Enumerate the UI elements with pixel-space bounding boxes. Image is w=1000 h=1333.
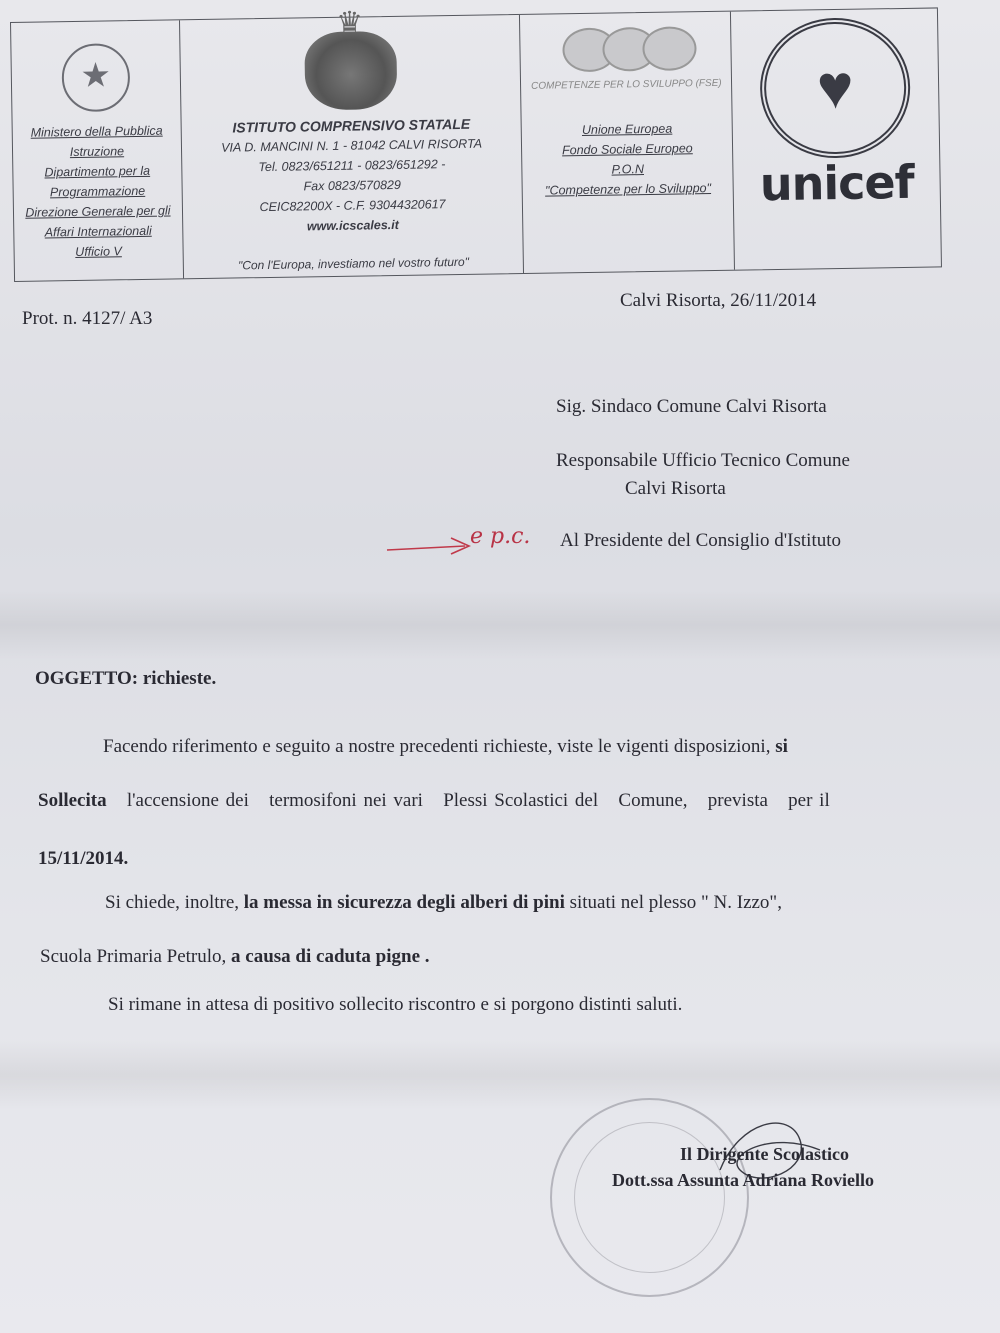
body-paragraph-1 — [38, 790, 830, 812]
ministry-line: Direzione Generale per gli — [25, 203, 171, 220]
body-date: 15/11/2014. — [38, 848, 129, 869]
pon-logo-text: COMPETENZE PER LO SVILUPPO (FSE) — [531, 77, 722, 92]
school-fax: Fax 0823/570829 — [303, 177, 401, 194]
school-motto: "Con l'Europa, investiamo nel vostro futuro" — [237, 254, 470, 273]
paper-fold — [0, 1040, 1000, 1110]
body-paragraph-2 — [105, 892, 782, 914]
paper-fold — [0, 590, 1000, 660]
body-text: situati nel plesso " N. Izzo", — [569, 892, 782, 913]
body-paragraph-3: Si rimane in attesa di positivo sollecito riscontro e si porgono distinti saluti. — [108, 994, 683, 1015]
subject-line — [35, 668, 216, 690]
ministry-line: Programmazione — [49, 183, 146, 200]
protocol-number: Prot. n. 4127/ A3 — [22, 308, 153, 329]
unicef-emblem-icon — [759, 17, 911, 159]
body-text-bold: si — [775, 736, 788, 757]
recipient-technical-office-city: Calvi Risorta — [625, 478, 726, 499]
school-address: VIA D. MANCINI N. 1 - 81042 CALVI RISORTA — [221, 136, 483, 155]
school-name: ISTITUTO COMPRENSIVO STATALE — [232, 115, 471, 136]
letterhead — [10, 7, 942, 282]
eu-line: Unione Europea — [581, 121, 673, 138]
body-text: Facendo riferimento e seguito a nostre precedenti richieste, viste le vigenti disposizioni, — [103, 736, 771, 757]
subject-label: OGGETTO: — [35, 668, 139, 689]
body-text: l'accensione dei termosifoni nei vari Plessi Scolastici del Comune, prevista per il — [126, 790, 830, 811]
body-text: Si chiede, inoltre, — [105, 892, 240, 913]
pon-logo-icon — [550, 26, 701, 72]
eu-line: "Competenze per lo Sviluppo" — [544, 181, 712, 198]
school-phone: Tel. 0823/651211 - 0823/651292 - — [258, 157, 446, 175]
body-text-bold: la messa in sicurezza degli alberi di pini — [243, 892, 565, 913]
ministry-line: Dipartimento per la — [44, 163, 151, 180]
eu-line: P.O.N — [611, 162, 645, 177]
subject-value: richieste. — [142, 668, 217, 689]
body-text-bold: Sollecita — [38, 790, 107, 811]
ministry-cell — [11, 20, 184, 281]
body-text: Scuola Primaria Petrulo, — [40, 946, 227, 967]
signatory-name: Dott.ssa Assunta Adriana Roviello — [612, 1170, 875, 1190]
body-paragraph-1 — [103, 736, 788, 758]
body-text-bold: a causa di caduta pigne . — [231, 946, 430, 967]
recipient-mayor: Sig. Sindaco Comune Calvi Risorta — [556, 396, 827, 417]
school-code: CEIC82200X - C.F. 93044320617 — [259, 197, 446, 215]
school-crest-icon — [304, 31, 397, 110]
recipient-council-president: Al Presidente del Consiglio d'Istituto — [560, 530, 842, 551]
ministry-line: Affari Internazionali — [44, 223, 152, 240]
ministry-line: Istruzione — [69, 144, 125, 160]
school-cell — [180, 15, 525, 278]
recipient-technical-office: Responsabile Ufficio Tecnico Comune — [556, 450, 850, 471]
unicef-cell — [731, 8, 941, 269]
body-paragraph-2 — [40, 946, 430, 968]
republic-emblem-icon — [61, 43, 130, 112]
handwritten-note: e p.c. — [470, 524, 531, 549]
ministry-line: Ufficio V — [75, 244, 122, 260]
eu-line: Fondo Sociale Europeo — [561, 141, 693, 158]
signatory-role: Il Dirigente Scolastico — [680, 1144, 849, 1164]
place-date: Calvi Risorta, 26/11/2014 — [620, 290, 817, 311]
unicef-logo: unicef — [759, 154, 915, 212]
school-website: www.icscales.it — [306, 217, 399, 234]
ministry-line: Ministero della Pubblica — [30, 123, 163, 140]
eu-cell — [520, 12, 735, 273]
